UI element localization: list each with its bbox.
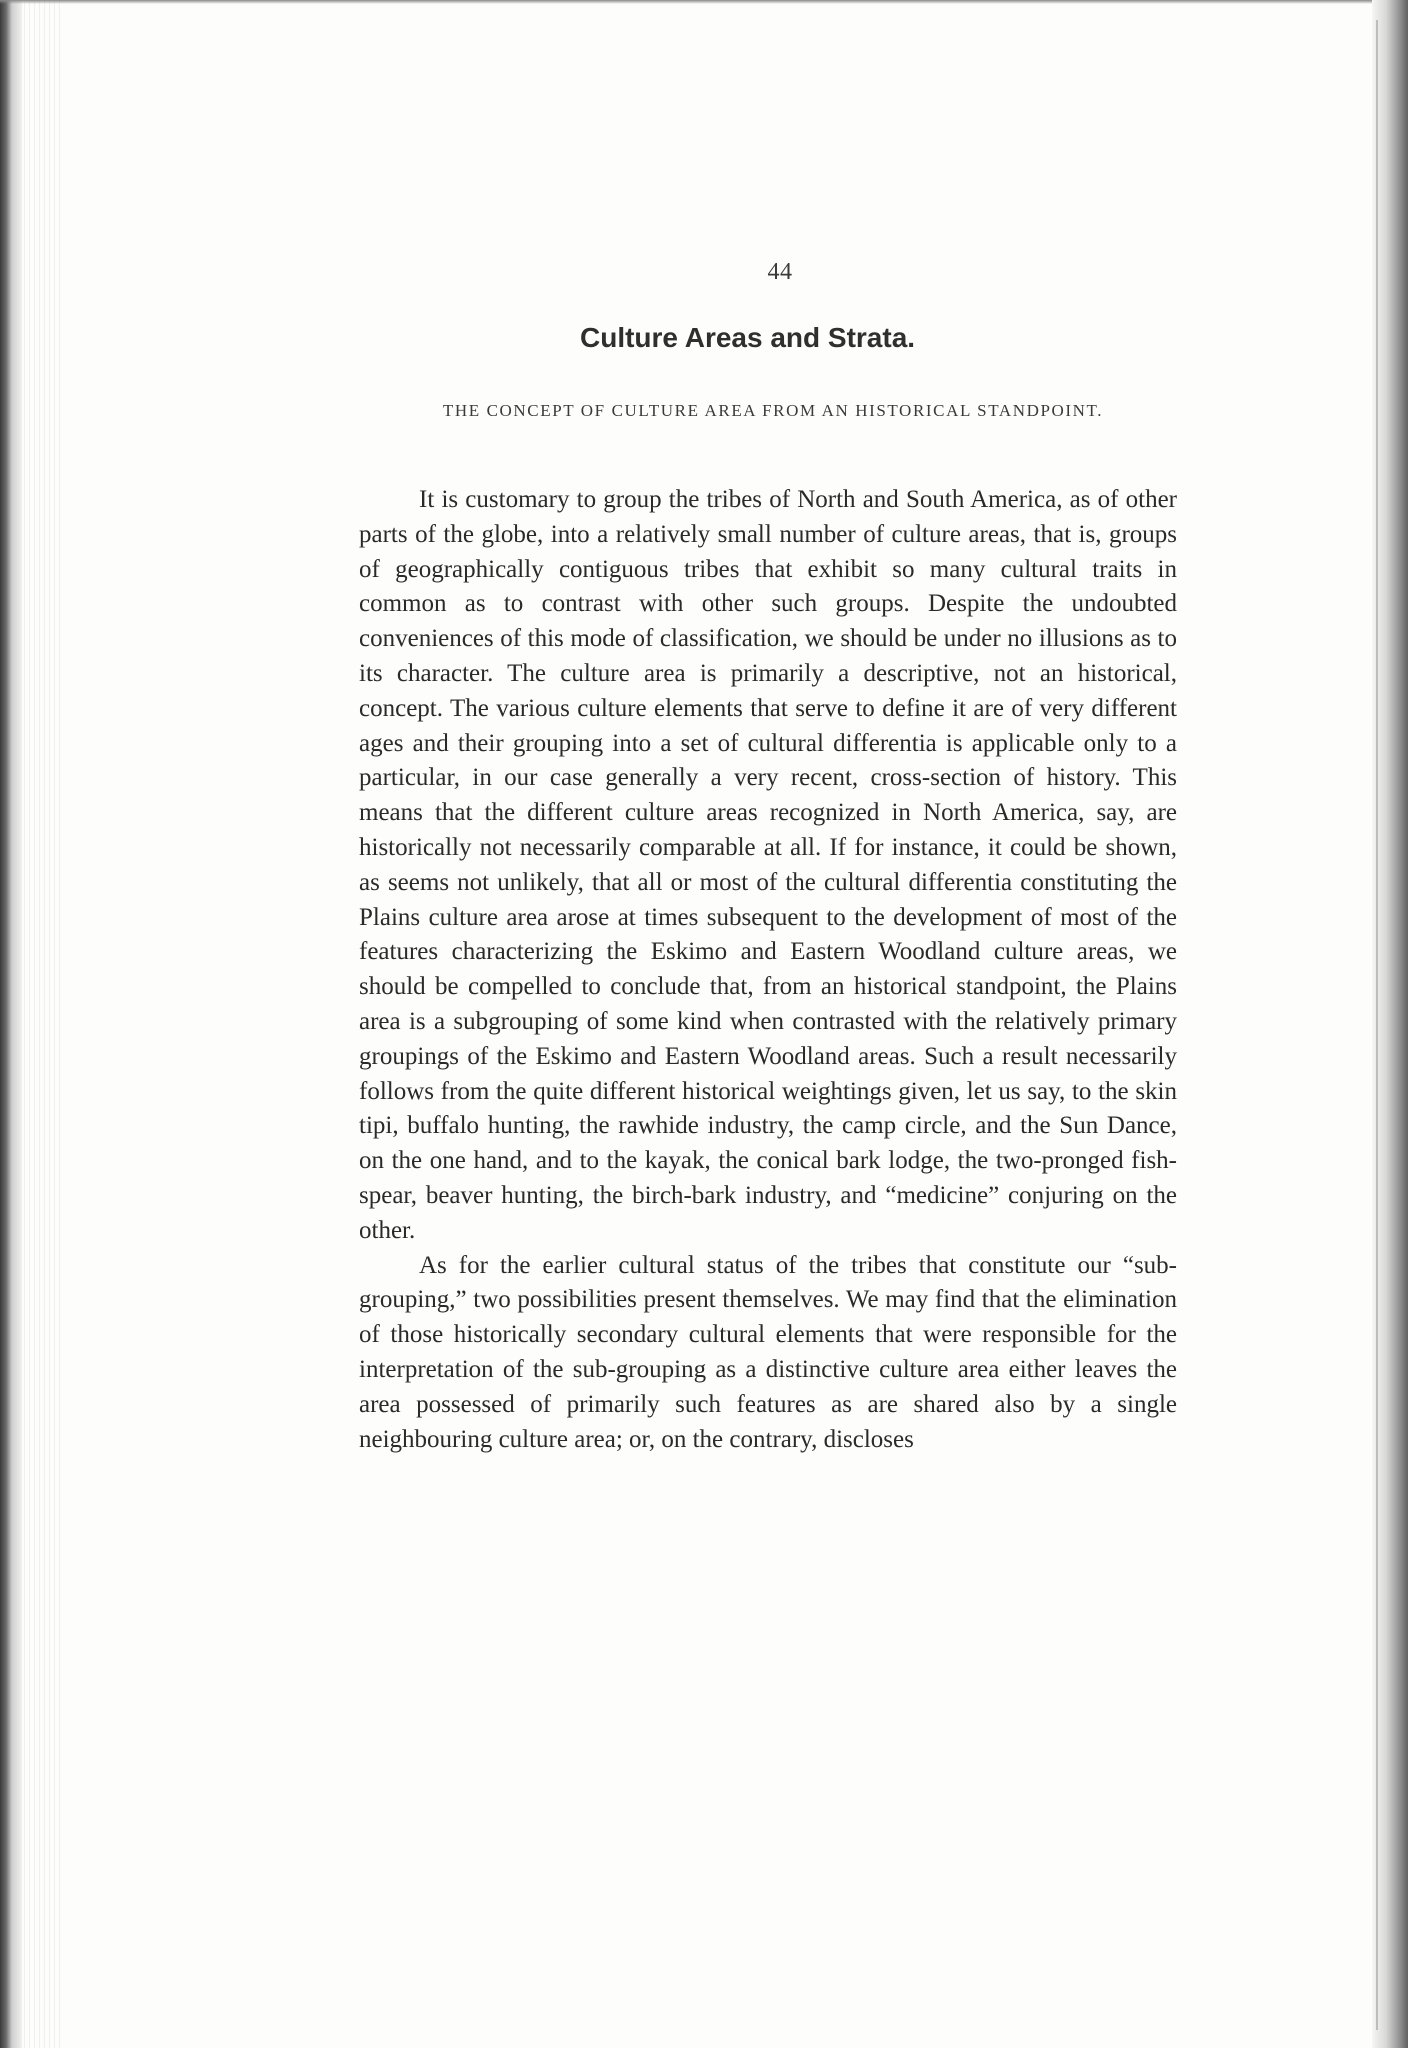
paragraph: As for the earlier cultural status of the tribes that constitute our “sub-grouping,” two possibilities present themselves. We may find that the elimination of those historically secondary cultural elements that were responsible for the interpretation of the sub-grouping as a distinctive culture area either leaves the area possessed of primarily such features as are shared also by a single neighbouring culture area; or, on the contrary, discloses [359,1251,1177,1453]
book-spine-shadow [0,0,22,2048]
page-edge-line [1376,20,1378,2030]
body-text [359,483,1177,1457]
page-stack-edges [24,0,64,2048]
top-edge-shadow [0,0,1408,4]
page-number: 44 [767,259,793,285]
chapter-title: Culture Areas and Strata. [580,322,916,353]
section-heading: THE CONCEPT OF CULTURE AREA FROM AN HISTORICAL STANDPOINT. [442,401,1104,420]
paragraph: It is customary to group the tribes of North and South America, as of other parts of the globe, into a relatively small number of culture areas, that is, groups of geographically contiguous tribes that exhibit so many cultural traits in common as to contrast with other such groups. Despite the undoubted conveniences of this mode of classification, we should be under no illusions as to its character. The culture area is primarily a descriptive, not an historical, concept. The various culture elements that serve to define it are of very different ages and their grouping into a set of cultural differentia is applicable only to a particular, in our case generally a very recent, cross-section of history. This means that the different culture areas recognized in North America, say, are historically not necessarily comparable at all. If for instance, it could be shown, as seems not unlikely, that all or most of the cultural differentia constituting the Plains culture area arose at times subsequent to the development of most of the features characterizing the Eskimo and Eastern Woodland culture areas, we should be compelled to conclude that, from an historical standpoint, the Plains area is a subgrouping of some kind when contrasted with the relatively primary groupings of the Eskimo and Eastern Woodland areas. Such a result necessarily follows from the quite different historical weightings given, let us say, to the skin tipi, buffalo hunting, the rawhide industry, the camp circle, and the Sun Dance, on the one hand, and to the kayak, the conical bark lodge, the two-pronged fish-spear, beaver hunting, the birch-bark industry, and “medicine” conjuring on the other. [359,486,1177,1244]
